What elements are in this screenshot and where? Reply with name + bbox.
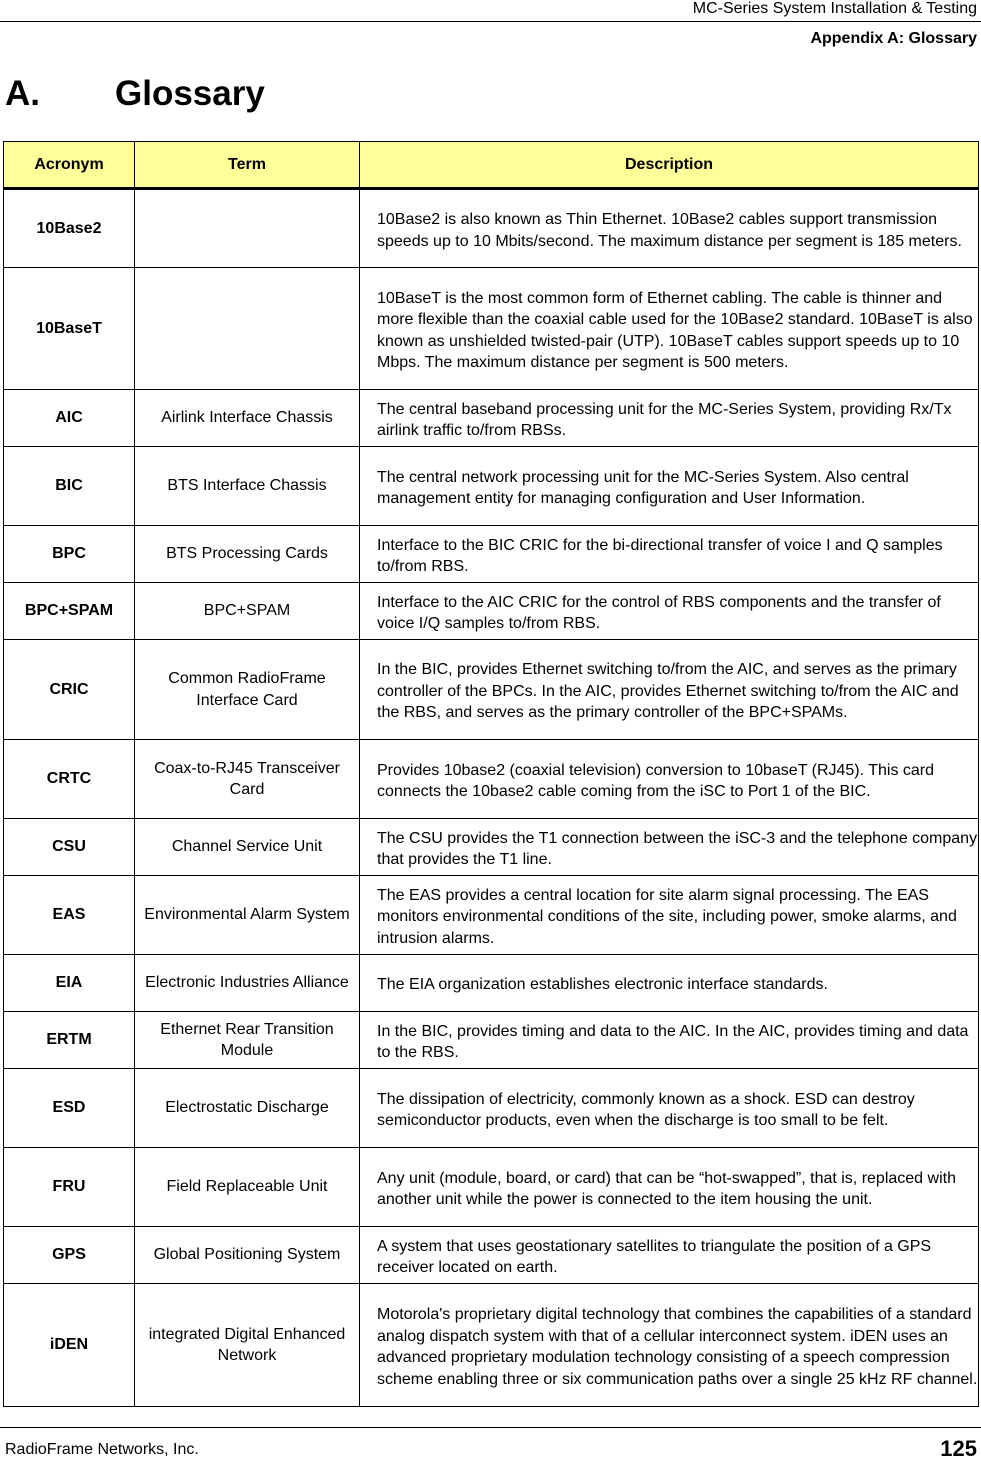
term-cell: integrated Digital Enhanced Network — [135, 1284, 360, 1407]
table-row — [4, 740, 979, 819]
table-row — [4, 955, 979, 1012]
page-number: 125 — [940, 1436, 977, 1461]
acronym-cell: BPC — [4, 526, 135, 583]
table-row — [4, 876, 979, 955]
table-row — [4, 819, 979, 876]
table-row — [4, 268, 979, 390]
description-cell: Any unit (module, board, or card) that can be “hot-swapped”, that is, replaced with another unit while the power is connected to the item housing the unit. — [360, 1148, 979, 1227]
description-cell: In the BIC, provides timing and data to the AIC. In the AIC, provides timing and data to the RBS. — [360, 1012, 979, 1069]
table-row — [4, 1148, 979, 1227]
acronym-cell: iDEN — [4, 1284, 135, 1407]
running-header-section: Appendix A: Glossary — [810, 30, 977, 47]
acronym-cell: CRIC — [4, 640, 135, 740]
acronym-cell: FRU — [4, 1148, 135, 1227]
description-cell: The EIA organization establishes electronic interface standards. — [360, 955, 979, 1012]
term-cell: Airlink Interface Chassis — [135, 390, 360, 447]
term-cell: Field Replaceable Unit — [135, 1148, 360, 1227]
description-cell: The central network processing unit for the MC-Series System. Also central management entity for managing configuration and User Information. — [360, 447, 979, 526]
acronym-cell: ERTM — [4, 1012, 135, 1069]
column-header-term: Term — [135, 142, 360, 189]
table-row — [4, 1227, 979, 1284]
column-header-description: Description — [360, 142, 979, 189]
running-header-title: MC-Series System Installation & Testing — [692, 0, 977, 17]
description-cell: A system that uses geostationary satellites to triangulate the position of a GPS receiver located on earth. — [360, 1227, 979, 1284]
description-cell: 10BaseT is the most common form of Ethernet cabling. The cable is thinner and more flexible than the coaxial cable used for the 10Base2 standard. 10BaseT is also known as unshielded twisted-pair (UTP). 10BaseT cables support speeds up to 10 Mbps. The maximum distance per segment is 500 meters. — [360, 268, 979, 390]
term-cell: Common RadioFrame Interface Card — [135, 640, 360, 740]
footer-rule — [0, 1427, 981, 1428]
description-cell: 10Base2 is also known as Thin Ethernet. 10Base2 cables support transmission speeds up to 10 Mbits/second. The maximum distance per segment is 185 meters. — [360, 189, 979, 268]
acronym-cell: EAS — [4, 876, 135, 955]
table-row — [4, 189, 979, 268]
acronym-cell: BPC+SPAM — [4, 583, 135, 640]
acronym-cell: GPS — [4, 1227, 135, 1284]
description-cell: In the BIC, provides Ethernet switching to/from the AIC, and serves as the primary controller of the BPCs. In the AIC, provides Ethernet switching to/from the AIC and the RBS, and serves as the primary controller of the BPC+SPAMs. — [360, 640, 979, 740]
acronym-cell: BIC — [4, 447, 135, 526]
acronym-cell: 10BaseT — [4, 268, 135, 390]
table-row — [4, 526, 979, 583]
acronym-cell: AIC — [4, 390, 135, 447]
table-row — [4, 1012, 979, 1069]
term-cell: Global Positioning System — [135, 1227, 360, 1284]
acronym-cell: EIA — [4, 955, 135, 1012]
description-cell: Interface to the AIC CRIC for the control of RBS components and the transfer of voice I/Q samples to/from RBS. — [360, 583, 979, 640]
term-cell: Ethernet Rear Transition Module — [135, 1012, 360, 1069]
section-number: A. — [5, 74, 40, 113]
description-cell: Provides 10base2 (coaxial television) conversion to 10baseT (RJ45). This card connects the 10base2 cable coming from the iSC to Port 1 of the BIC. — [360, 740, 979, 819]
page-title — [5, 74, 265, 114]
term-cell: Electrostatic Discharge — [135, 1069, 360, 1148]
description-cell: The EAS provides a central location for site alarm signal processing. The EAS monitors environmental conditions of the site, including power, smoke alarms, and intrusion alarms. — [360, 876, 979, 955]
term-cell: Coax-to-RJ45 Transceiver Card — [135, 740, 360, 819]
section-title: Glossary — [115, 74, 265, 113]
footer-company: RadioFrame Networks, Inc. — [5, 1441, 199, 1458]
column-header-acronym: Acronym — [4, 142, 135, 189]
description-cell: Interface to the BIC CRIC for the bi-directional transfer of voice I and Q samples to/from RBS. — [360, 526, 979, 583]
glossary-table — [3, 141, 979, 1407]
term-cell: BTS Processing Cards — [135, 526, 360, 583]
table-row — [4, 390, 979, 447]
term-cell: Electronic Industries Alliance — [135, 955, 360, 1012]
glossary-table-body — [4, 189, 979, 1407]
table-header-row — [4, 142, 979, 189]
acronym-cell: ESD — [4, 1069, 135, 1148]
acronym-cell: CSU — [4, 819, 135, 876]
term-cell — [135, 268, 360, 390]
term-cell — [135, 189, 360, 268]
description-cell: The dissipation of electricity, commonly known as a shock. ESD can destroy semiconductor products, even when the discharge is too small to be felt. — [360, 1069, 979, 1148]
table-row — [4, 447, 979, 526]
table-row — [4, 1069, 979, 1148]
acronym-cell: CRTC — [4, 740, 135, 819]
term-cell: Channel Service Unit — [135, 819, 360, 876]
table-row — [4, 640, 979, 740]
term-cell: BTS Interface Chassis — [135, 447, 360, 526]
acronym-cell: 10Base2 — [4, 189, 135, 268]
description-cell: The central baseband processing unit for the MC-Series System, providing Rx/Tx airlink traffic to/from RBSs. — [360, 390, 979, 447]
header-rule — [0, 21, 981, 22]
table-row — [4, 583, 979, 640]
term-cell: BPC+SPAM — [135, 583, 360, 640]
table-row — [4, 1284, 979, 1407]
description-cell: The CSU provides the T1 connection between the iSC-3 and the telephone company that provides the T1 line. — [360, 819, 979, 876]
term-cell: Environmental Alarm System — [135, 876, 360, 955]
description-cell: Motorola's proprietary digital technology that combines the capabilities of a standard analog dispatch system with that of a cellular interconnect system. iDEN uses an advanced proprietary modulation technology consisting of a speech compression scheme enabling three or six communication paths over a single 25 kHz RF channel. — [360, 1284, 979, 1407]
